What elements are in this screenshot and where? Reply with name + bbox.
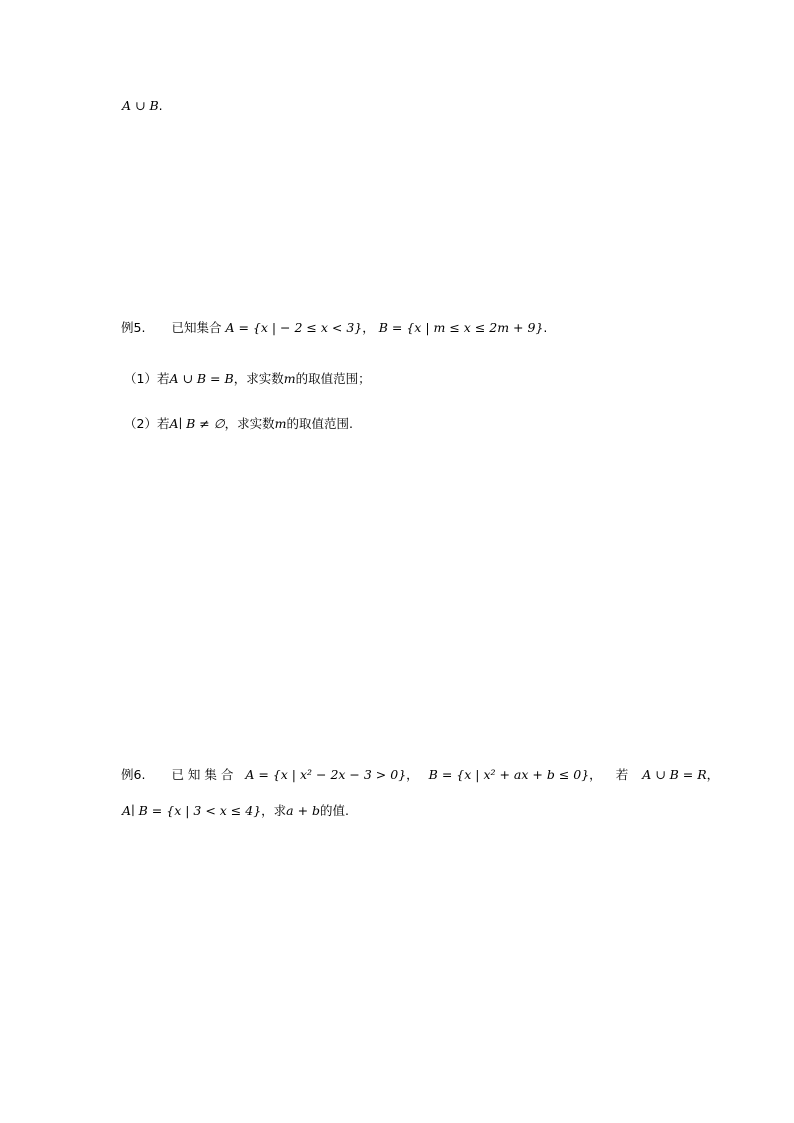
union-expression: A ∪ B xyxy=(122,98,159,113)
example-6-lead: 已 知 集 合 xyxy=(171,767,234,782)
comma: ， xyxy=(589,767,602,782)
example-5-lead: 已知集合 xyxy=(171,320,222,335)
comma: ， xyxy=(406,767,419,782)
question-text: ，求 xyxy=(261,803,287,818)
example-6-statement xyxy=(121,767,719,783)
example-6-line-2 xyxy=(122,803,349,819)
condition: A ∪ B = B xyxy=(169,371,234,386)
if-word: 若 xyxy=(615,767,629,782)
variable-m: m xyxy=(274,416,287,431)
question-text: ，求实数 xyxy=(233,371,284,386)
example-6-label: 例6. xyxy=(121,767,146,782)
condition: A∣ B ≠ ∅ xyxy=(169,416,225,431)
set-b-definition: B = {x | x² + ax + b ≤ 0} xyxy=(428,767,590,782)
set-a-definition: A = {x | x² − 2x − 3 > 0} xyxy=(245,767,407,782)
question-text-end: 的取值范围； xyxy=(295,371,371,386)
question-text: ，求实数 xyxy=(224,416,275,431)
question-text-end: 的值. xyxy=(320,803,350,818)
example-5-label: 例5. xyxy=(121,320,146,335)
comma: ， xyxy=(706,767,720,782)
variable-m: m xyxy=(283,371,296,386)
example-5-statement xyxy=(121,320,547,336)
period: . xyxy=(158,98,163,113)
union-condition: A ∪ B = R xyxy=(642,767,707,782)
set-b-definition: B = {x | m ≤ x ≤ 2m + 9} xyxy=(378,320,544,335)
period: . xyxy=(543,320,548,335)
question-number: （1）若 xyxy=(124,371,170,386)
target-expression: a + b xyxy=(286,803,321,818)
set-a-definition: A = {x | − 2 ≤ x < 3} xyxy=(225,320,363,335)
question-text-end: 的取值范围. xyxy=(286,416,353,431)
example-5-question-2 xyxy=(124,416,353,432)
question-number: （2）若 xyxy=(124,416,170,431)
intersection-condition: A∣ B = {x | 3 < x ≤ 4} xyxy=(122,803,262,818)
example-5-question-1 xyxy=(124,371,371,387)
union-tail-line xyxy=(122,98,163,114)
comma: ， xyxy=(362,320,375,335)
